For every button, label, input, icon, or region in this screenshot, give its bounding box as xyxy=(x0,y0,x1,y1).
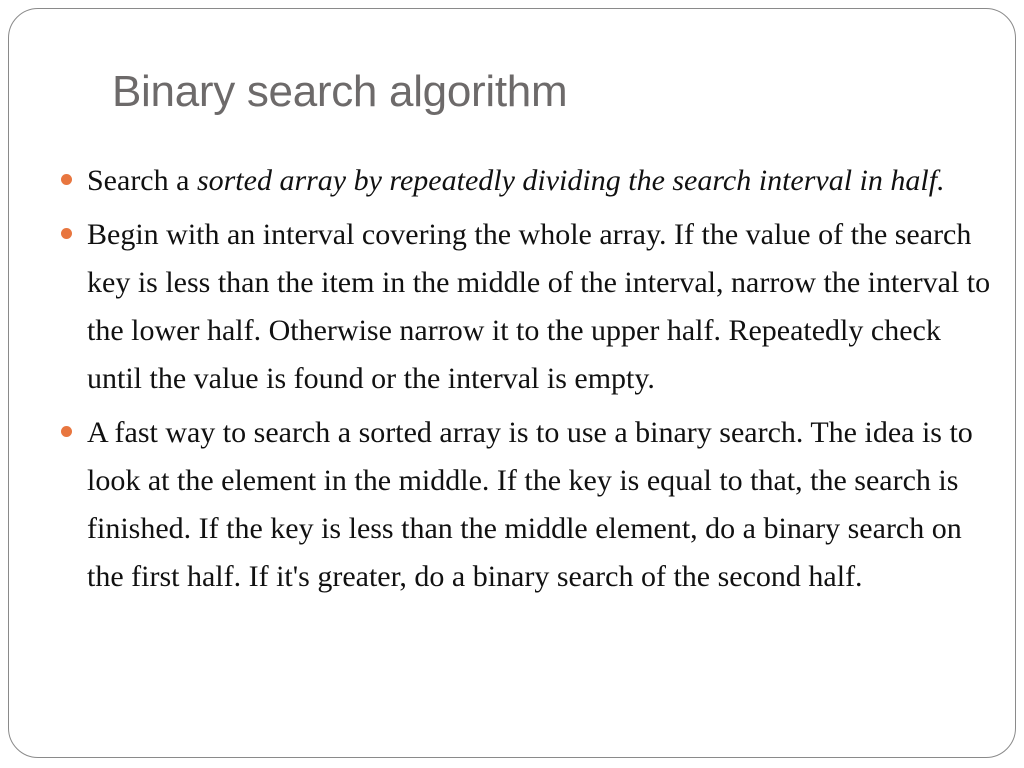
bullet-text: Begin with an interval covering the whole array. If the value of the search key is less than the item in the middle of the interval, narrow the interval to the lower half. Otherwise narrow it to the upper half. Repeatedly check until the value is found or the interval is empty. xyxy=(87,218,991,395)
bullet-text: A fast way to search a sorted array is to use a binary search. The idea is to look at the element in the middle. If the key is equal to that, the search is finished. If the key is less than the middle element, do a binary search on the first half. If it's greater, do a binary search of the second half. xyxy=(87,416,973,593)
slide-title: Binary search algorithm xyxy=(112,67,568,116)
bullet-dot-icon xyxy=(61,174,72,185)
bullet-dot-icon xyxy=(61,228,72,239)
bullet-text-lead: Search a xyxy=(87,164,197,197)
bullet-text-italic: sorted array by repeatedly dividing the search interval in half. xyxy=(196,164,945,197)
slide-frame xyxy=(8,8,1016,758)
bullet-list xyxy=(59,157,994,607)
bullet-item xyxy=(59,157,994,205)
bullet-dot-icon xyxy=(61,426,72,437)
bullet-item xyxy=(59,211,994,403)
bullet-item xyxy=(59,409,994,601)
